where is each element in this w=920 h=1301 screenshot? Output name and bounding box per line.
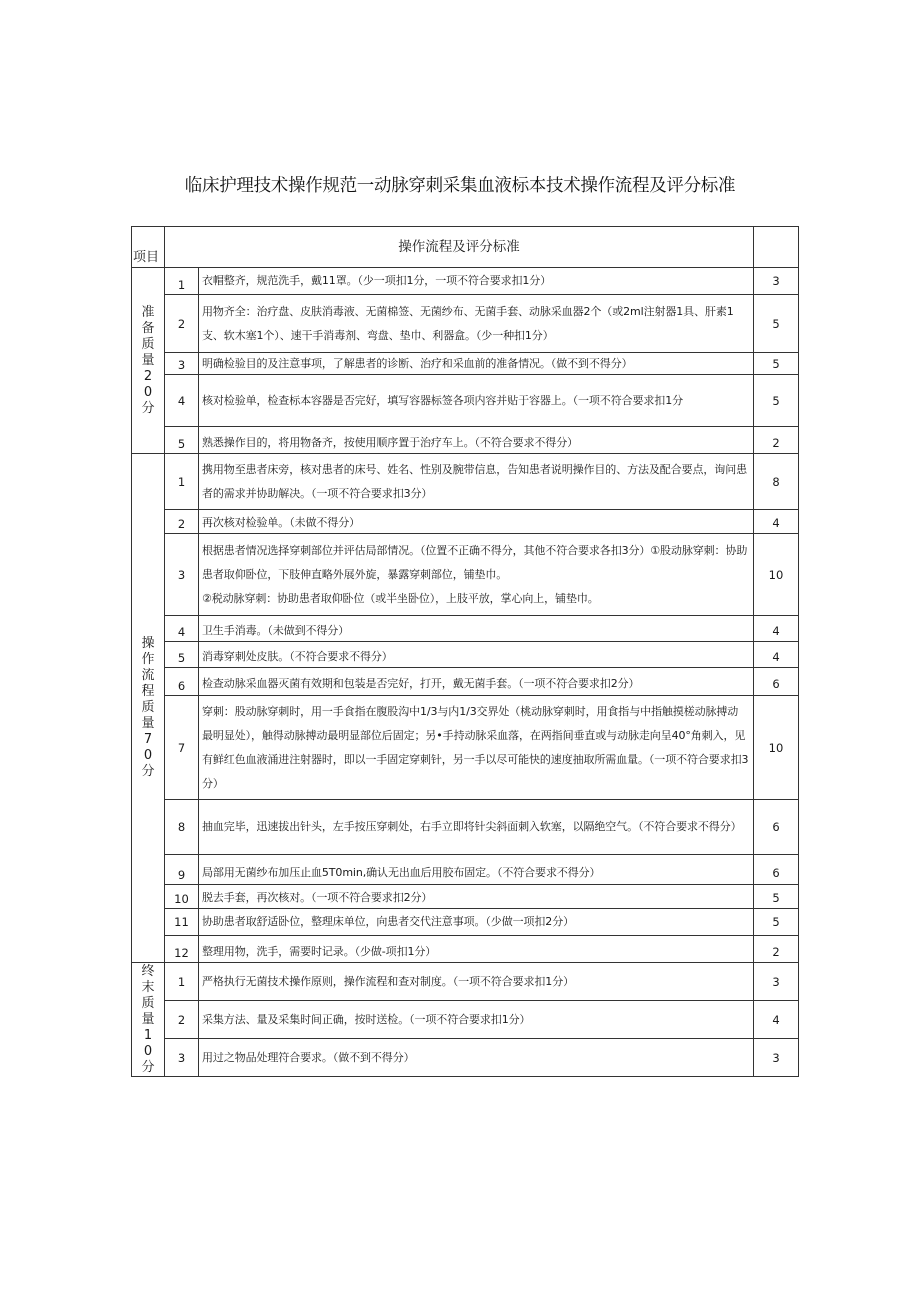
row-score: 4 bbox=[754, 642, 799, 668]
row-description: 穿刺：股动脉穿刺时，用一手食指在腹股沟中1/3与内1/3交界处（桃动脉穿刺时，用食指与中指触摸槎动脉搏动最明显处），触得动脉搏动最明显部位后固定；另•手持动脉采血落，在两指间垂直或与动脉走向呈40°角刺入，见有鲜红色血液涌进注射器时，即以一手固定穿刺针，另一手以尽可能快的速度抽取所需血量。（一项不符合要求扣3分） bbox=[199, 696, 754, 800]
table-row bbox=[132, 963, 799, 1001]
table-row bbox=[132, 642, 799, 668]
row-number: 3 bbox=[165, 1039, 199, 1077]
row-description: 采集方法、量及采集时间正确，按时送检。（一项不符合要求扣1分） bbox=[199, 1001, 754, 1039]
table-row bbox=[132, 427, 799, 454]
table-row bbox=[132, 353, 799, 375]
row-description: 明确检验目的及注意事项，了解患者的诊断、治疗和采血前的准备情况。（做不到不得分） bbox=[199, 353, 754, 375]
standard-column-header: 操作流程及评分标准 bbox=[165, 227, 754, 268]
table-row bbox=[132, 668, 799, 696]
row-score: 10 bbox=[754, 534, 799, 616]
table-row bbox=[132, 936, 799, 963]
row-description: 携用物至患者床旁，核对患者的床号、姓名、性别及腕带信息，告知患者说明操作目的、方法及配合要点，询问患者的需求并协助解决。（一项不符合要求扣3分） bbox=[199, 454, 754, 510]
row-score: 4 bbox=[754, 510, 799, 534]
row-description bbox=[199, 534, 754, 616]
row-number: 7 bbox=[165, 696, 199, 800]
table-row bbox=[132, 909, 799, 936]
row-description: 抽血完毕，迅速拔出针头，左手按压穿刺处，右手立即将针尖斜面刺入软塞，以隔绝空气。（不符合要求不得分） bbox=[199, 800, 754, 855]
section-text: 终末质量10分 bbox=[141, 963, 155, 1075]
row-description: 局部用无菌纱布加压止血5T0min,确认无出血后用胶布固定。（不符合要求不得分） bbox=[199, 855, 754, 885]
item-column-header: 项目 bbox=[132, 227, 165, 268]
row-number: 12 bbox=[165, 936, 199, 963]
row-score: 5 bbox=[754, 909, 799, 936]
row-number: 2 bbox=[165, 510, 199, 534]
row-number: 2 bbox=[165, 1001, 199, 1039]
row-number: 5 bbox=[165, 427, 199, 454]
row-score: 10 bbox=[754, 696, 799, 800]
row-description: 熟悉操作目的，将用物备齐，按使用顺序置于治疗车上。（不符合要求不得分） bbox=[199, 427, 754, 454]
row-number: 11 bbox=[165, 909, 199, 936]
table-header-row bbox=[132, 227, 799, 268]
table-row bbox=[132, 885, 799, 909]
row-score: 5 bbox=[754, 375, 799, 427]
row-score: 2 bbox=[754, 427, 799, 454]
row-score: 3 bbox=[754, 268, 799, 295]
row-description: 协助患者取舒适卧位，整理床单位，向患者交代注意事项。（少做一项扣2分） bbox=[199, 909, 754, 936]
document-title: 临床护理技术操作规范一动脉穿刺采集血液标本技术操作流程及评分标准 bbox=[184, 176, 736, 196]
score-column-header bbox=[754, 227, 799, 268]
row-score: 6 bbox=[754, 668, 799, 696]
table-row bbox=[132, 1001, 799, 1039]
table-row bbox=[132, 534, 799, 616]
row-description: 消毒穿刺处皮肤。（不符合要求不得分） bbox=[199, 642, 754, 668]
row-description: 卫生手消毒。（未做到不得分） bbox=[199, 616, 754, 642]
row-score: 4 bbox=[754, 616, 799, 642]
row-score: 5 bbox=[754, 353, 799, 375]
scoring-table bbox=[131, 226, 799, 1077]
row-description-line: ②税动脉穿刺：协助患者取仰卧位（或半坐卧位），上肢平放，掌心向上，铺垫巾。 bbox=[202, 591, 599, 605]
table-row bbox=[132, 800, 799, 855]
row-description: 整理用物，洗手，需要时记录。（少做-项扣1分） bbox=[199, 936, 754, 963]
table-row bbox=[132, 454, 799, 510]
row-number: 8 bbox=[165, 800, 199, 855]
table-row bbox=[132, 295, 799, 353]
row-description: 用过之物品处理符合要求。（做不到不得分） bbox=[199, 1039, 754, 1077]
table-row bbox=[132, 1039, 799, 1077]
row-score: 3 bbox=[754, 1039, 799, 1077]
row-number: 4 bbox=[165, 616, 199, 642]
row-description: 再次核对检验单。（未做不得分） bbox=[199, 510, 754, 534]
row-number: 1 bbox=[165, 454, 199, 510]
row-score: 5 bbox=[754, 885, 799, 909]
row-score: 8 bbox=[754, 454, 799, 510]
section-label-operation bbox=[132, 454, 165, 963]
row-number: 5 bbox=[165, 642, 199, 668]
table-row bbox=[132, 616, 799, 642]
row-number: 2 bbox=[165, 295, 199, 353]
row-description-line: 根据患者情况选择穿刺部位并评估局部情况。（位置不正确不得分，其他不符合要求各扣3分）①股动脉穿刺：协助患者取仰卧位，下肢伸直略外展外旋，暴露穿刺部位，铺垫巾。 bbox=[202, 543, 748, 581]
row-description: 核对检验单，检查标本容器是否完好，填写容器标签各项内容并贴于容器上。（一项不符合要求扣1分 bbox=[199, 375, 754, 427]
table-row bbox=[132, 375, 799, 427]
row-score: 6 bbox=[754, 800, 799, 855]
section-label-preparation bbox=[132, 268, 165, 454]
section-text: 准备质量20分 bbox=[141, 304, 155, 416]
table-row bbox=[132, 510, 799, 534]
row-number: 6 bbox=[165, 668, 199, 696]
row-number: 1 bbox=[165, 963, 199, 1001]
row-description: 检查动脉采血器灭菌有效期和包装是否完好，打开，戴无菌手套。（一项不符合要求扣2分） bbox=[199, 668, 754, 696]
row-score: 6 bbox=[754, 855, 799, 885]
row-score: 4 bbox=[754, 1001, 799, 1039]
row-score: 3 bbox=[754, 963, 799, 1001]
row-number: 10 bbox=[165, 885, 199, 909]
row-description: 用物齐全：治疗盘、皮肤消毒液、无菌棉签、无菌纱布、无菌手套、动脉采血器2个（或2ml注射器1具、肝素1支、软木塞1个）、速干手消毒剂、弯盘、垫巾、利器盒。（少一种扣1分） bbox=[199, 295, 754, 353]
table-row bbox=[132, 696, 799, 800]
row-number: 1 bbox=[165, 268, 199, 295]
row-description: 衣帽整齐，规范洗手，戴11罩。（少一项扣1分，一项不符合要求扣1分） bbox=[199, 268, 754, 295]
row-number: 3 bbox=[165, 353, 199, 375]
table-row bbox=[132, 268, 799, 295]
table-row bbox=[132, 855, 799, 885]
row-score: 2 bbox=[754, 936, 799, 963]
section-text: 操作流程质量70分 bbox=[141, 636, 155, 779]
row-number: 4 bbox=[165, 375, 199, 427]
row-score: 5 bbox=[754, 295, 799, 353]
row-description: 脱去手套，再次核对。（一项不符合要求扣2分） bbox=[199, 885, 754, 909]
row-number: 3 bbox=[165, 534, 199, 616]
row-description: 严格执行无菌技术操作原则，操作流程和查对制度。（一项不符合要求扣1分） bbox=[199, 963, 754, 1001]
row-number: 9 bbox=[165, 855, 199, 885]
section-label-final bbox=[132, 963, 165, 1077]
